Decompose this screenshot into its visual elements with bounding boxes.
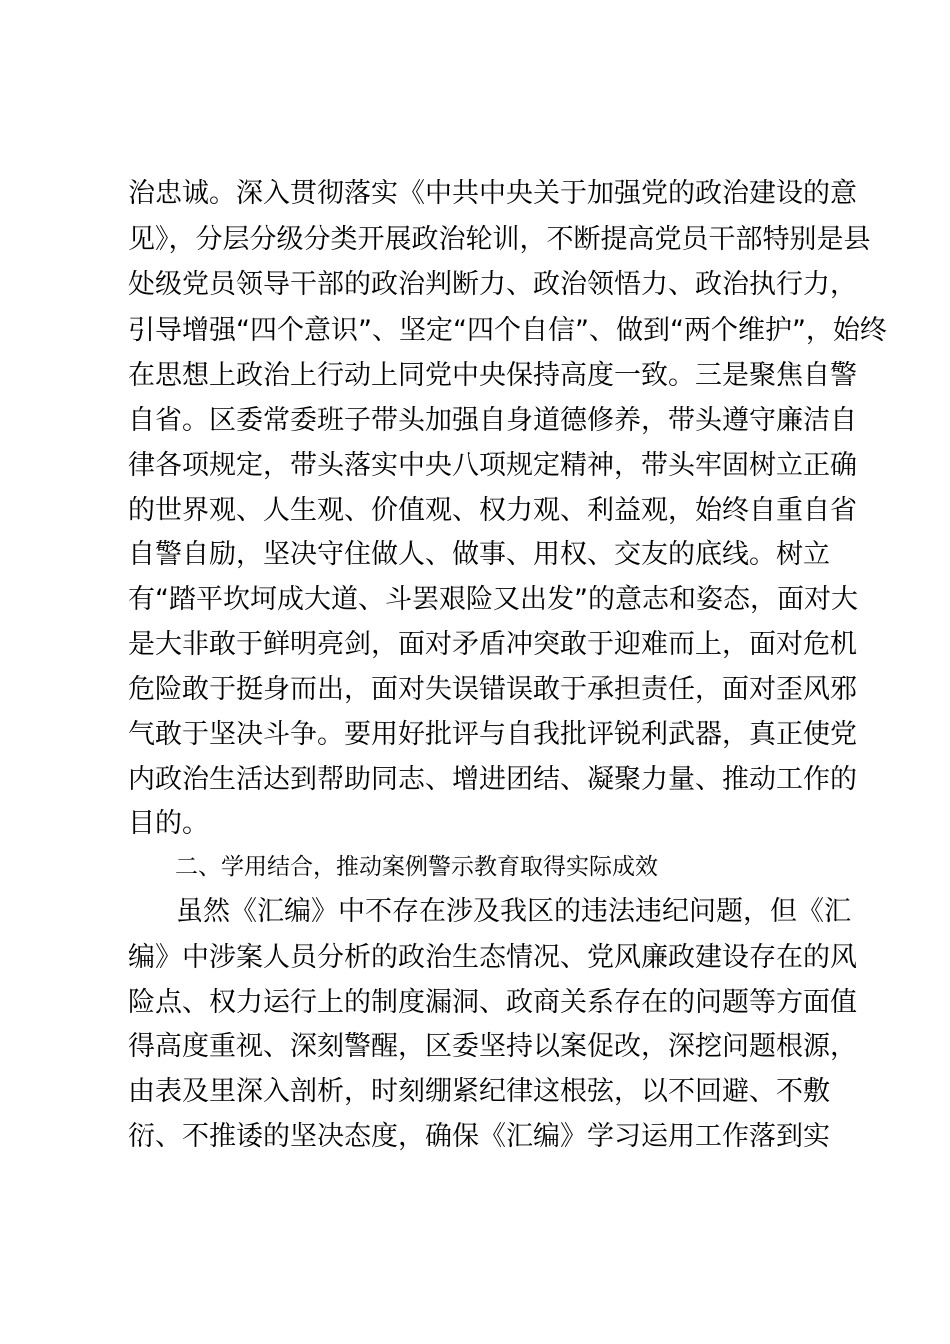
paragraph-1-line: 治忠诚。深入贯彻落实《中共中央关于加强党的政治建设的意 <box>128 178 857 209</box>
section-heading: 二、学用结合，推动案例警示教育取得实际成效 <box>175 854 658 880</box>
paragraph-2-line: 由表及里深入剖析，时刻绷紧纪律这根弦，以不回避、不敷 <box>128 1076 830 1107</box>
paragraph-1-line: 目的。 <box>128 808 209 839</box>
paragraph-1-line: 律各项规定，带头落实中央八项规定精神，带头牢固树立正确 <box>128 450 857 481</box>
paragraph-2-line: 虽然《汇编》中不存在涉及我区的违法违纪问题，但《汇 <box>176 896 851 927</box>
paragraph-1-line: 处级党员领导干部的政治判断力、政治领悟力、政治执行力， <box>128 269 857 300</box>
paragraph-1-line: 有“踏平坎坷成大道、斗罢艰险又出发”的意志和姿态，面对大 <box>128 584 858 615</box>
paragraph-1-line: 见》，分层分级分类开展政治轮训，不断提高党员干部特别是县 <box>128 224 871 255</box>
paragraph-1-line: 是大非敢于鲜明亮剑，面对矛盾冲突敢于迎难而上，面对危机 <box>128 629 857 660</box>
paragraph-2-line: 编》中涉案人员分析的政治生态情况、党风廉政建设存在的风 <box>128 942 857 973</box>
paragraph-2-line: 险点、权力运行上的制度漏洞、政商关系存在的问题等方面值 <box>128 987 857 1018</box>
paragraph-1-line: 的世界观、人生观、价值观、权力观、利益观，始终自重自省 <box>128 495 857 526</box>
paragraph-1-line: 危险敢于挺身而出，面对失误错误敢于承担责任，面对歪风邪 <box>128 674 857 705</box>
paragraph-1-line: 引导增强“四个意识”、坚定“四个自信”、做到“两个维护”，始终 <box>128 315 887 346</box>
paragraph-2-line: 衍、不推诿的坚决态度，确保《汇编》学习运用工作落到实 <box>128 1121 830 1152</box>
paragraph-2-line: 得高度重视、深刻警醒，区委坚持以案促改，深挖问题根源， <box>128 1031 857 1062</box>
paragraph-1-line: 自警自励，坚决守住做人、做事、用权、交友的底线。树立 <box>128 539 830 570</box>
paragraph-1-line: 气敢于坚决斗争。要用好批评与自我批评锐利武器，真正使党 <box>128 719 857 750</box>
paragraph-1-line: 内政治生活达到帮助同志、增进团结、凝聚力量、推动工作的 <box>128 764 857 795</box>
paragraph-1-line: 自省。区委常委班子带头加强自身道德修养，带头遵守廉洁自 <box>128 405 857 436</box>
paragraph-1-line: 在思想上政治上行动上同党中央保持高度一致。三是聚焦自警 <box>128 360 857 391</box>
